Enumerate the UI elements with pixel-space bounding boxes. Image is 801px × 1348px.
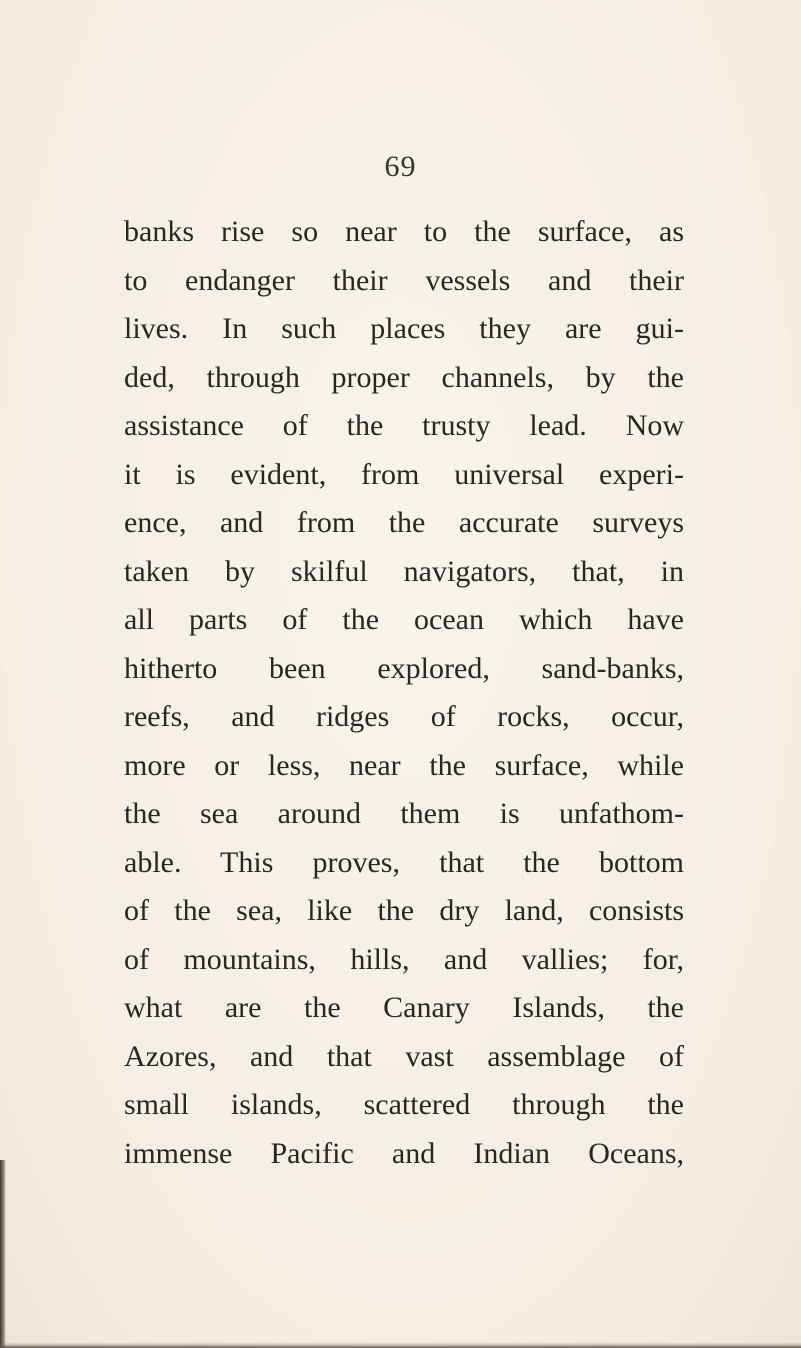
text-line: taken by skilful navigators, that, in — [124, 554, 684, 588]
text-line: banks rise so near to the surface, as — [124, 215, 684, 248]
text-line: of mountains, hills, and vallies; for, — [124, 942, 684, 976]
text-line: hitherto been explored, sand-banks, — [124, 651, 684, 685]
text-line: assistance of the trusty lead. Now — [124, 409, 684, 442]
text-line: able. This proves, that the bottom — [124, 845, 684, 879]
text-line: Azores, and that vast assemblage of — [124, 1039, 684, 1073]
text-line: to endanger their vessels and their — [124, 263, 684, 297]
text-line: small islands, scattered through the — [124, 1088, 684, 1121]
scan-edge-shadow-bottom — [0, 1342, 801, 1348]
text-line: what are the Canary Islands, the — [124, 991, 684, 1024]
page-number: 69 — [384, 150, 417, 183]
text-line: lives. In such places they are gui- — [124, 312, 684, 345]
text-line: ded, through proper channels, by the — [124, 360, 684, 394]
text-line: more or less, near the surface, while — [124, 748, 684, 782]
text-line: all parts of the ocean which have — [124, 603, 684, 636]
text-line: of the sea, like the dry land, consists — [124, 894, 684, 927]
text-line: reefs, and ridges of rocks, occur, — [124, 700, 684, 733]
scan-edge-shadow-left — [0, 1160, 6, 1348]
text-line: it is evident, from universal experi- — [124, 457, 684, 491]
text-line: ence, and from the accurate surveys — [124, 506, 684, 539]
text-line: immense Pacific and Indian Oceans, — [124, 1136, 684, 1170]
text-line: the sea around them is unfathom- — [124, 797, 684, 830]
body-text — [124, 208, 684, 1178]
